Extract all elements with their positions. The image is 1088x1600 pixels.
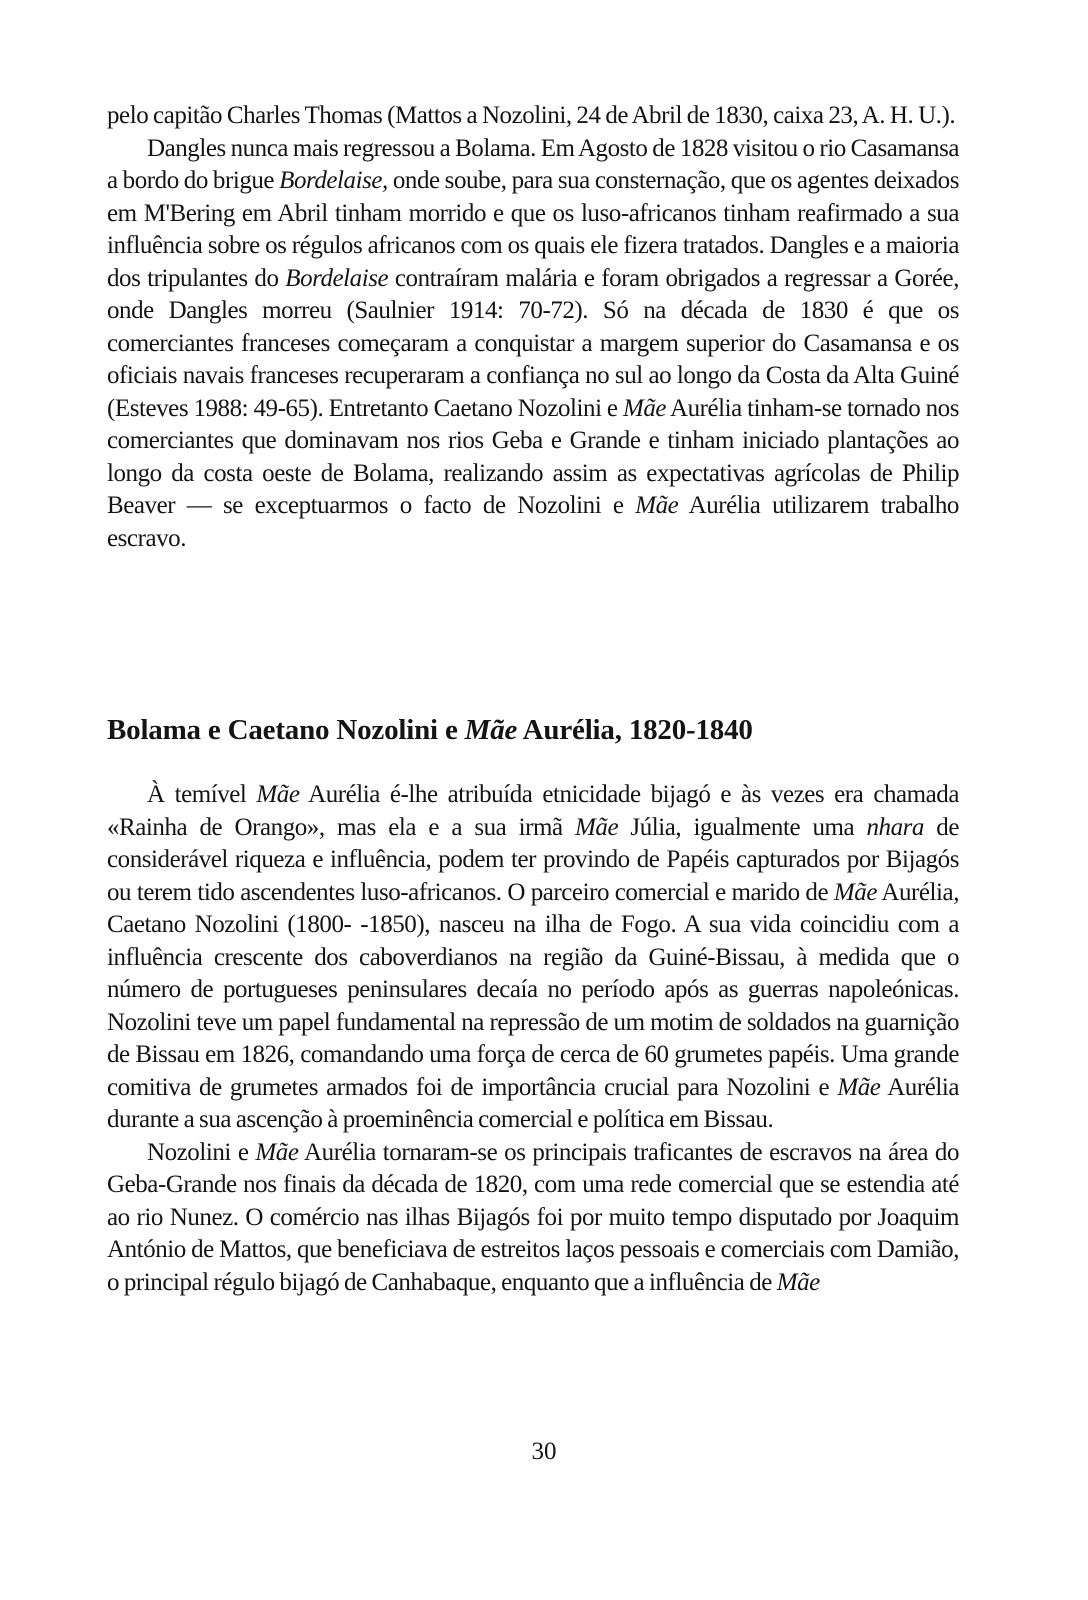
paragraph-text: Aurélia durante a sua ascenção à proeminência comercial e política em Bissau. — [107, 1073, 960, 1133]
paragraph — [107, 133, 959, 556]
paragraph-text: Aurélia é-lhe atribuída etnicidade bijagó e às vezes era chamada «Rainha de Orango», mas ela e a sua irmã — [107, 781, 959, 841]
paragraph-text: Aurélia tornaram-se os principais traficantes de escravos na área do Geba-Grande nos finais da década de 1820, com uma rede comercial que se estendia até ao rio Nunez. O comércio nas ilhas Bijagós foi por muito tempo disputado por Joaquim António de Mattos, que beneficiava de estreitos laços pessoais e comerciais com Damião, o principal régulo bijagó de Canhabaque, enquanto que a influência de — [107, 1138, 959, 1296]
paragraph-text: Dangles nunca mais regressou a Bolama. Em Agosto de 1828 visitou o rio Casamansa a bordo do brigue — [107, 134, 959, 194]
paragraph-text: contraíram malária e foram obrigados a regressar a Gorée, onde Dangles morreu (Saulnier 1914: 70-72). Só na década de 1830 é que os comerciantes franceses começaram a conquistar a margem superior do Casamansa e os oficiais navais franceses recuperaram a confiança no sul ao longo da Costa da Alta Guiné (Esteves 1988: 49-65). Entretanto Caetano Nozolini e — [107, 264, 959, 422]
heading-text: Aurélia, 1820-1840 — [517, 714, 753, 746]
paragraph-text: Nozolini e — [147, 1138, 256, 1166]
italic-title: Mãe — [837, 1073, 881, 1101]
paragraph-text: Aurélia tinham-se tornado nos comerciantes que dominavam nos rios Geba e Grande e tinham iniciado plantações ao longo da costa oeste de Bolama, realizando assim as expectativas agrícolas de Philip Beaver — se exceptuarmos o facto de Nozolini e — [107, 394, 959, 519]
paragraph — [107, 1137, 959, 1300]
heading-text: Bolama e Caetano Nozolini e — [107, 714, 465, 746]
italic-title: Mãe — [575, 813, 619, 841]
italic-title: Mãe — [776, 1268, 820, 1296]
italic-ship-name: Bordelaise, — [279, 167, 388, 194]
italic-title: Mãe — [635, 492, 679, 519]
paragraph-text: pelo capitão Charles Thomas (Mattos a Nozolini, 24 de Abril de 1830, caixa 23, A. H. U.). — [107, 102, 956, 129]
italic-ship-name: Bordelaise — [285, 264, 389, 292]
paragraph-text: À temível — [147, 781, 257, 808]
section-heading — [107, 710, 959, 750]
italic-term: nhara — [866, 813, 924, 841]
paragraph — [107, 779, 959, 1137]
italic-title: Mãe — [255, 1138, 299, 1166]
italic-title: Mãe — [622, 394, 667, 422]
heading-italic: Mãe — [464, 714, 518, 746]
italic-title: Mãe — [256, 781, 300, 808]
paragraph-text: Aurélia, Caetano Nozolini (1800- -1850), nasceu na ilha de Fogo. A sua vida coincidiu com a influência crescente dos caboverdianos na região da Guiné-Bissau, à medida que o número de portugueses peninsulares decaía no período após as guerras napoleónicas. Nozolini teve um papel fundamental na repressão de um motim de soldados na guarnição de Bissau em 1826, comandando uma força de cerca de 60 grumetes papéis. Uma grande comitiva de grumetes armados foi de importância crucial para Nozolini e — [107, 878, 959, 1101]
italic-title: Mãe — [833, 878, 877, 906]
text-block-top — [107, 100, 959, 555]
page-number: 30 — [531, 1438, 557, 1465]
text-block-bottom — [107, 779, 959, 1299]
paragraph-text: de considerável riqueza e influência, podem ter provindo de Papéis capturados por Bijagós ou terem tido ascendentes luso-africanos. O parceiro comercial e marido de — [107, 813, 960, 906]
paragraph-text: onde soube, para sua consternação, que os agentes deixados em M'Bering em Abril tinham morrido e que os luso-africanos tinham reafirmado a sua influência sobre os régulos africanos com os quais ele fizera tratados. Dangles e a maioria dos tripulantes do — [107, 167, 959, 292]
paragraph — [107, 100, 959, 133]
paragraph-text: Aurélia utilizarem trabalho escravo. — [107, 492, 959, 552]
paragraph-text: Júlia, igualmente uma — [618, 813, 867, 841]
